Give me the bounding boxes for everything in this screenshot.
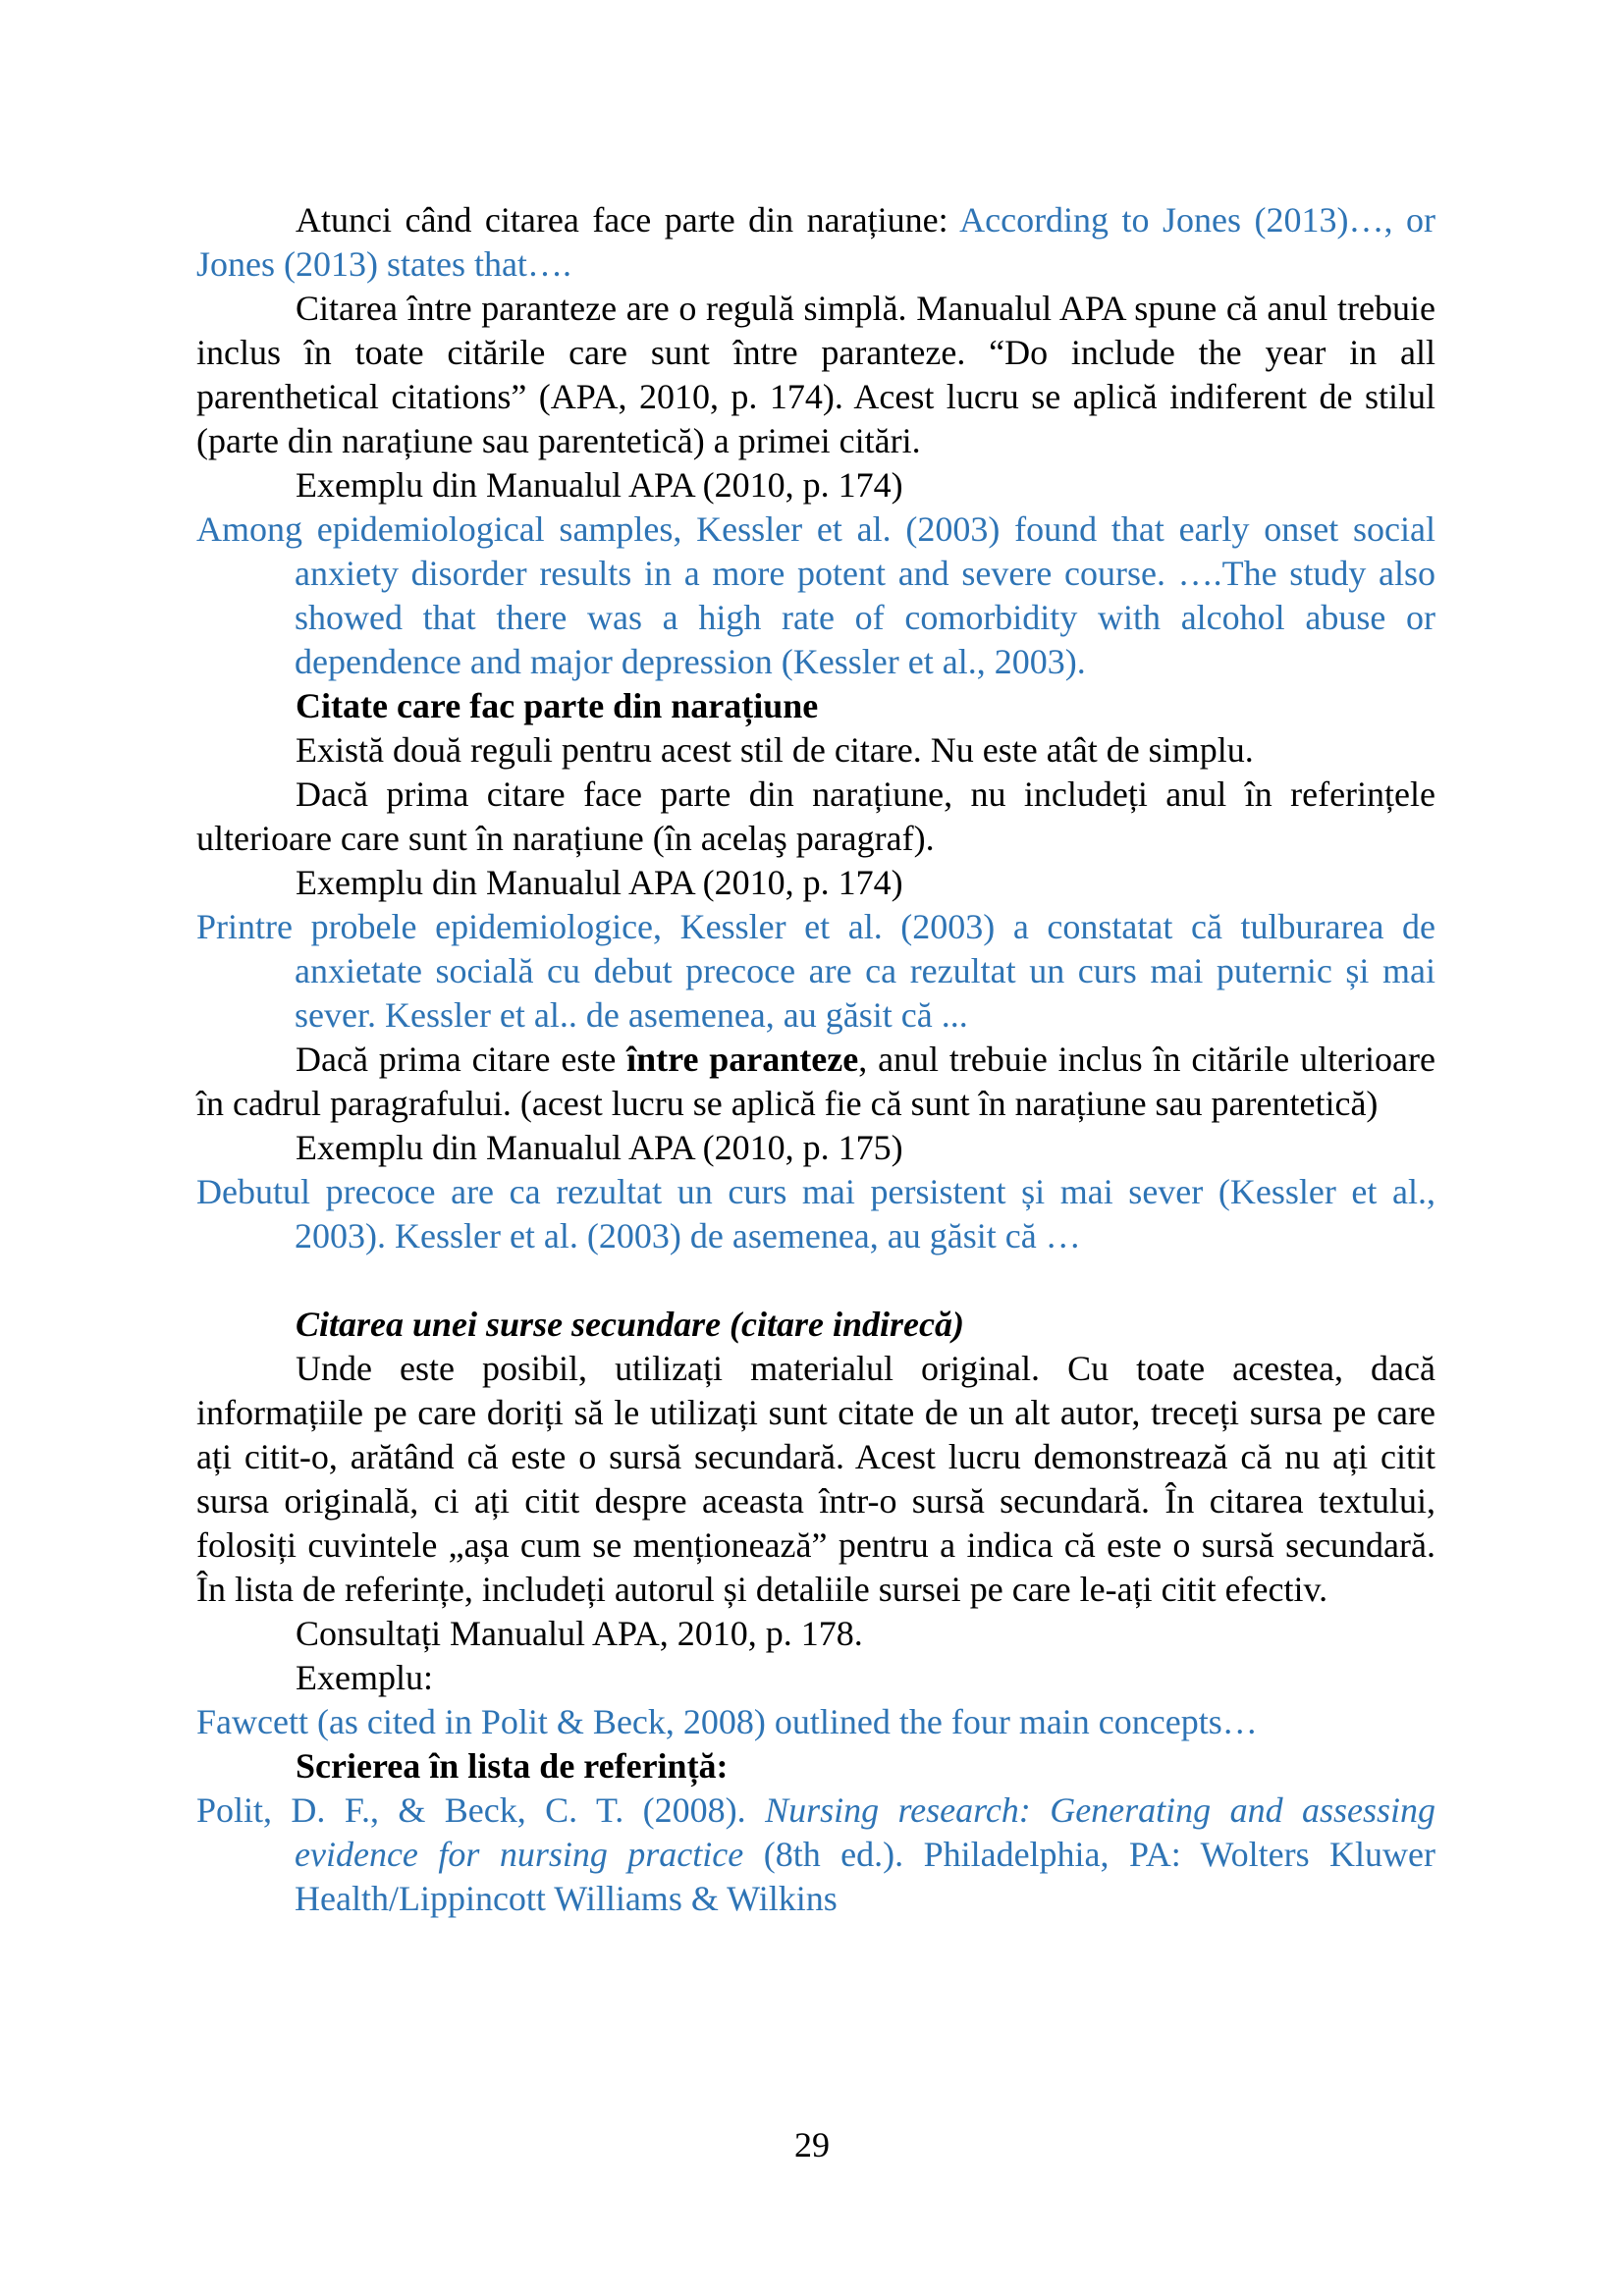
paragraph-consult-manual: Consultați Manualul APA, 2010, p. 178. — [296, 1614, 863, 1653]
paragraph-text: Atunci când citarea face parte din narațiune: — [296, 200, 960, 240]
example-romanian-2: Debutul precoce are ca rezultat un curs mai persistent și mai sever (Kessler et al., 2003). Kessler et al. (2003) de asemenea, au găsit că … — [196, 1172, 1435, 1255]
example-inline: According to Jones (2013)…, or Jones (2013) states that…. — [196, 200, 1435, 284]
paragraph-two-rules: Există două reguli pentru acest stil de citare. Nu este atât de simplu. — [296, 730, 1254, 770]
paragraph-first-citation-parenthetical: Dacă prima citare este între paranteze, anul trebuie inclus în citările ulterioare în cadrul paragrafului. (acest lucru se aplică fie că sunt în narațiune sau parentetică) — [196, 1040, 1435, 1123]
spacer — [196, 1258, 1435, 1303]
page-number: 29 — [794, 2125, 830, 2164]
example-label: Exemplu din Manualul APA (2010, p. 175) — [296, 1128, 903, 1167]
reference-entry: Polit, D. F., & Beck, C. T. (2008). Nursing research: Generating and assessing evidence for nursing practice (8th ed.). Philadelphia, PA: Wolters Kluwer Health/Lippincott Williams & Wilkins — [196, 1790, 1435, 1918]
example-label: Exemplu: — [296, 1658, 433, 1697]
section-heading-reference-list: Scrierea în lista de referință: — [296, 1746, 729, 1786]
example-english: Among epidemiological samples, Kessler et al. (2003) found that early onset social anxiety disorder results in a more potent and severe course. ….The study also showed that there was a high rate of comorbidity with alcohol abuse or dependence and major depression (Kessler et al., 2003). — [196, 509, 1435, 681]
example-romanian-1: Printre probele epidemiologice, Kessler et al. (2003) a constatat că tulburarea de anxietate socială cu debut precoce are ca rezultat un curs mai puternic și mai sever. Kessler et al.. de asemenea, au găsit că ... — [196, 907, 1435, 1035]
example-secondary-citation: Fawcett (as cited in Polit & Beck, 2008) outlined the four main concepts… — [196, 1702, 1258, 1741]
paragraph-secondary-source: Unde este posibil, utilizați materialul original. Cu toate acestea, dacă informațiile pe care doriți să le utilizați sunt citate de un alt autor, treceți sursa pe care ați citit-o, arătând că este o sursă secundară. Acest lucru demonstrează că nu ați citit sursa originală, ci ați citit despre aceasta într-o sursă secundară. În citarea textului, folosiți cuvintele „așa cum se menționează” pentru a indica că este o sursă secundară. În lista de referințe, includeți autorul și detaliile sursei pe care le-ați citit efectiv. — [196, 1349, 1435, 1609]
reference-title: Nursing research: Generating and assessing evidence for nursing practice — [295, 1790, 1435, 1874]
example-label: Exemplu din Manualul APA (2010, p. 174) — [296, 465, 903, 505]
page-body — [196, 198, 1435, 1921]
example-label: Exemplu din Manualul APA (2010, p. 174) — [296, 863, 903, 902]
paragraph-parenthetical-rule: Citarea între paranteze are o regulă simplă. Manualul APA spune că anul trebuie inclus în toate citările care sunt între paranteze. “Do include the year in all parenthetical citations” (APA, 2010, p. 174). Acest lucru se aplică indiferent de stilul (parte din narațiune sau parentetică) a primei citări. — [196, 289, 1435, 460]
paragraph-first-citation-narrative: Dacă prima citare face parte din narațiune, nu includeți anul în referințele ulterioare care sunt în narațiune (în acelaş paragraf). — [196, 774, 1435, 858]
section-heading-secondary-source: Citarea unei surse secundare (citare indirecă) — [296, 1305, 964, 1344]
section-heading-narrative: Citate care fac parte din narațiune — [296, 686, 819, 725]
emphasis-between-parentheses: între paranteze — [626, 1040, 859, 1079]
paragraph-narrative-citation — [196, 198, 1435, 287]
